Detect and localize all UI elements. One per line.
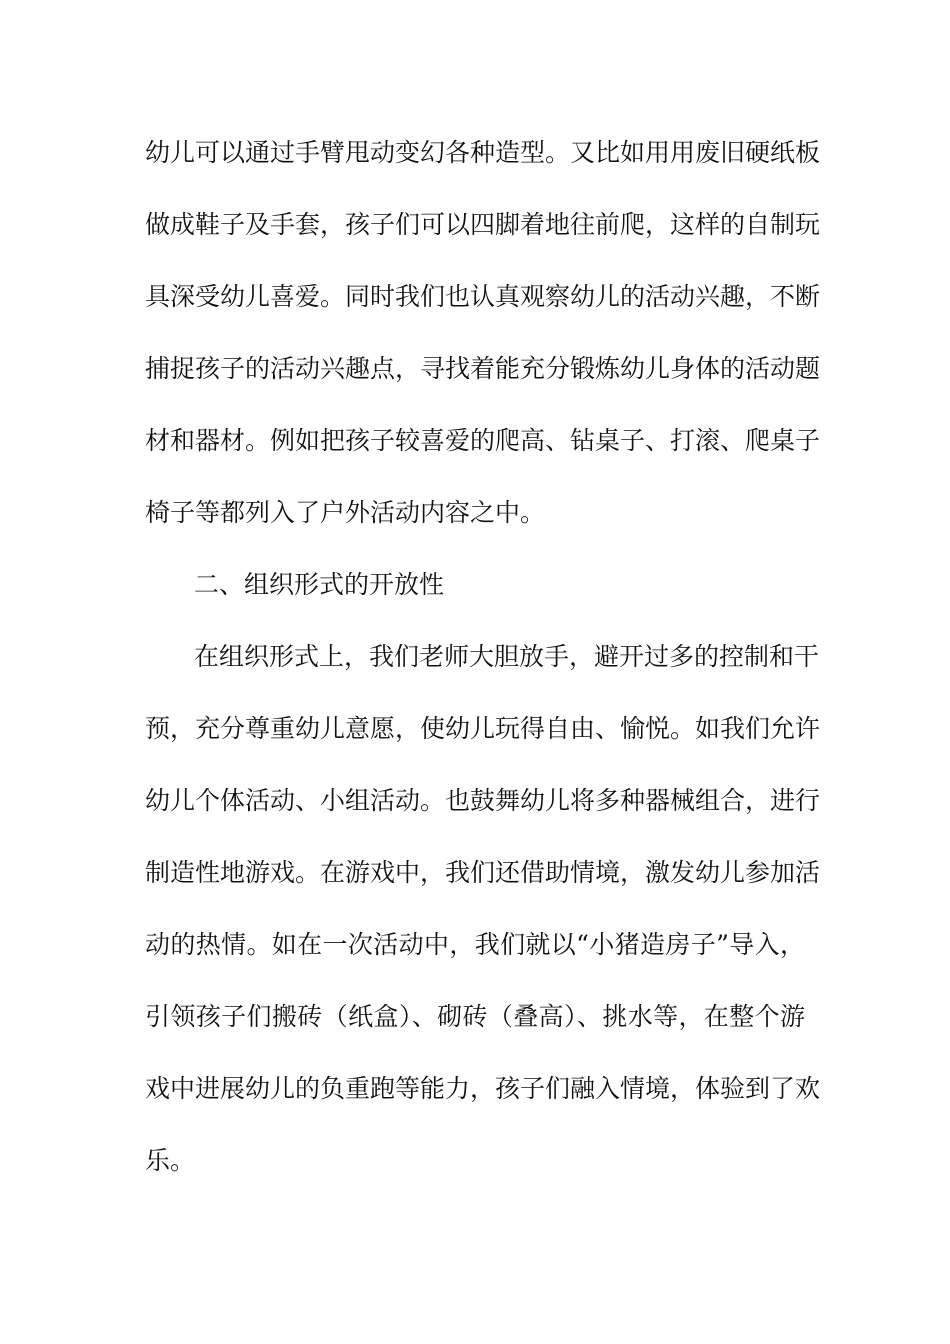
body-text-line: 捕捉孩子的活动兴趣点，寻找着能充分锻炼幼儿身体的活动题 (145, 354, 821, 383)
body-text-line: 在组织形式上，我们老师大胆放手，避开过多的控制和干 (194, 642, 820, 671)
body-text-line: 具深受幼儿喜爱。同时我们也认真观察幼儿的活动兴趣，不断 (145, 282, 821, 311)
section-heading: 二、组织形式的开放性 (194, 570, 445, 599)
body-text-line: 制造性地游戏。在游戏中，我们还借助情境，激发幼儿参加活 (145, 858, 821, 887)
body-text-line: 做成鞋子及手套，孩子们可以四脚着地往前爬，这样的自制玩 (145, 210, 821, 239)
body-text-line: 椅子等都列入了户外活动内容之中。 (145, 498, 546, 527)
body-text-line: 戏中进展幼儿的负重跑等能力，孩子们融入情境，体验到了欢 (145, 1074, 821, 1103)
body-text-line: 引领孩子们搬砖（纸盒）、砌砖（叠高）、挑水等，在整个游 (145, 1002, 805, 1031)
body-text-line: 幼儿可以通过手臂甩动变幻各种造型。又比如用用废旧硬纸板 (145, 138, 821, 167)
body-text-line: 材和器材。例如把孩子较喜爱的爬高、钻桌子、打滚、爬桌子 (145, 426, 821, 455)
body-text-line: 幼儿个体活动、小组活动。也鼓舞幼儿将多种器械组合，进行 (145, 786, 821, 815)
body-text-line: 预，充分尊重幼儿意愿，使幼儿玩得自由、愉悦。如我们允许 (145, 714, 821, 743)
body-text-line: 乐。 (145, 1146, 196, 1175)
body-text-line: 动的热情。如在一次活动中，我们就以“小猪造房子”导入， (145, 930, 805, 959)
